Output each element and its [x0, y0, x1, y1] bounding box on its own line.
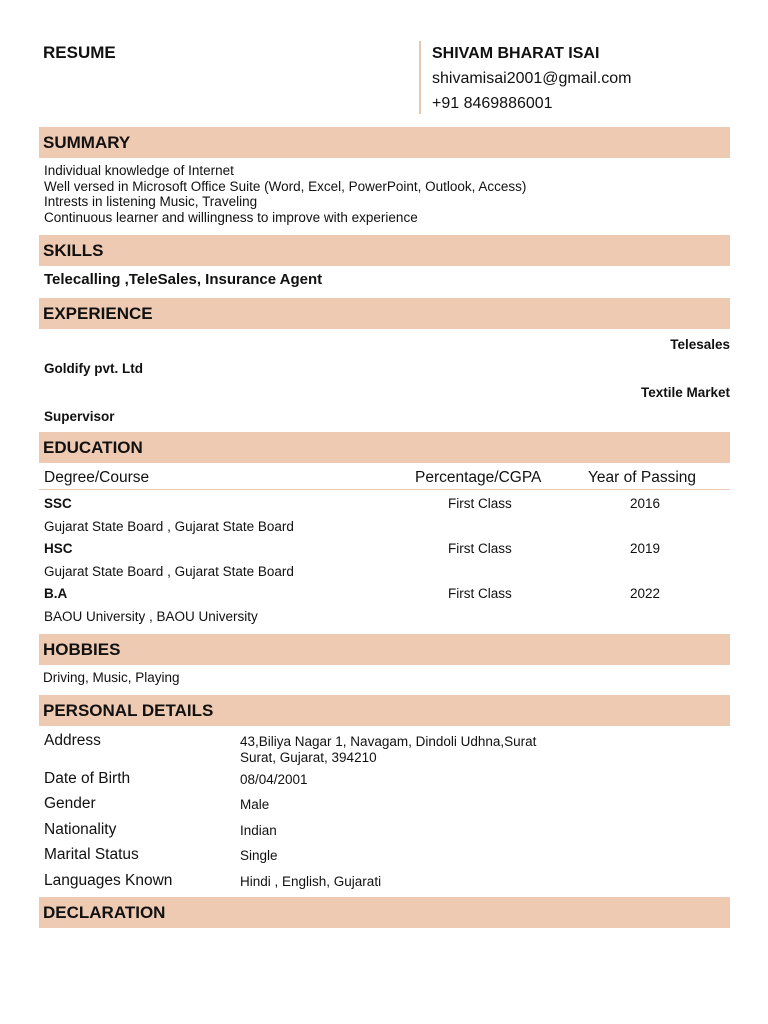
summary-line: Continuous learner and willingness to improve with experience [44, 209, 418, 225]
address-label: Address [44, 732, 101, 749]
dob-value: 08/04/2001 [240, 772, 308, 787]
section-experience-heading: EXPERIENCE [39, 298, 730, 329]
candidate-name: SHIVAM BHARAT ISAI [432, 45, 600, 62]
section-skills-heading: SKILLS [39, 235, 730, 266]
education-degree: HSC [44, 541, 73, 556]
summary-line: Individual knowledge of Internet [44, 163, 234, 178]
languages-value: Hindi , English, Gujarati [240, 874, 382, 889]
section-education-heading: EDUCATION [39, 432, 730, 463]
gender-value: Male [240, 797, 270, 812]
nationality-label: Nationality [44, 821, 117, 838]
skills-list: Telecalling ,TeleSales, Insurance Agent [44, 271, 323, 288]
languages-label: Languages Known [44, 872, 173, 889]
education-degree: B.A [44, 586, 68, 601]
nationality-value: Indian [240, 823, 277, 838]
experience-company: Goldify pvt. Ltd [44, 361, 143, 376]
address-line: 43,Biliya Nagar 1, Navagam, Dindoli Udhna,Surat [240, 734, 537, 749]
address-value [240, 734, 536, 765]
education-board: BAOU University , BAOU University [44, 609, 258, 624]
marital-status-value: Single [240, 848, 278, 863]
dob-label: Date of Birth [44, 770, 131, 787]
education-header-degree: Degree/Course [44, 469, 150, 486]
education-degree: SSC [44, 496, 72, 511]
summary-list [44, 163, 526, 225]
summary-line: Intrests in listening Music, Traveling [44, 194, 258, 209]
experience-company: Supervisor [44, 409, 115, 424]
email-address: shivamisai2001@gmail.com [432, 70, 632, 87]
marital-status-label: Marital Status [44, 846, 139, 863]
section-declaration-heading: DECLARATION [39, 897, 730, 928]
education-year: 2019 [630, 541, 661, 556]
document-title: RESUME [43, 43, 116, 62]
education-board: Gujarat State Board , Gujarat State Board [44, 519, 294, 534]
education-header-divider [39, 489, 730, 490]
hobbies-list: Driving, Music, Playing [43, 670, 180, 685]
experience-role: Telesales [670, 337, 730, 352]
phone-number: +91 8469886001 [432, 95, 553, 112]
experience-role: Textile Market [640, 385, 730, 400]
section-personal-heading: PERSONAL DETAILS [39, 695, 730, 726]
section-hobbies-heading: HOBBIES [39, 634, 730, 665]
education-year: 2022 [630, 586, 661, 601]
summary-line: Well versed in Microsoft Office Suite (Word, Excel, PowerPoint, Outlook, Access) [44, 178, 527, 194]
education-grade: First Class [448, 541, 512, 556]
education-grade: First Class [448, 586, 512, 601]
contact-block [419, 41, 631, 114]
education-grade: First Class [448, 496, 512, 511]
section-summary-heading: SUMMARY [39, 127, 730, 158]
education-header-year: Year of Passing [588, 469, 697, 486]
education-year: 2016 [630, 496, 661, 511]
gender-label: Gender [44, 795, 96, 812]
address-line: Surat, Gujarat, 394210 [240, 749, 377, 765]
education-board: Gujarat State Board , Gujarat State Board [44, 564, 294, 579]
education-header-percentage: Percentage/CGPA [415, 469, 542, 486]
